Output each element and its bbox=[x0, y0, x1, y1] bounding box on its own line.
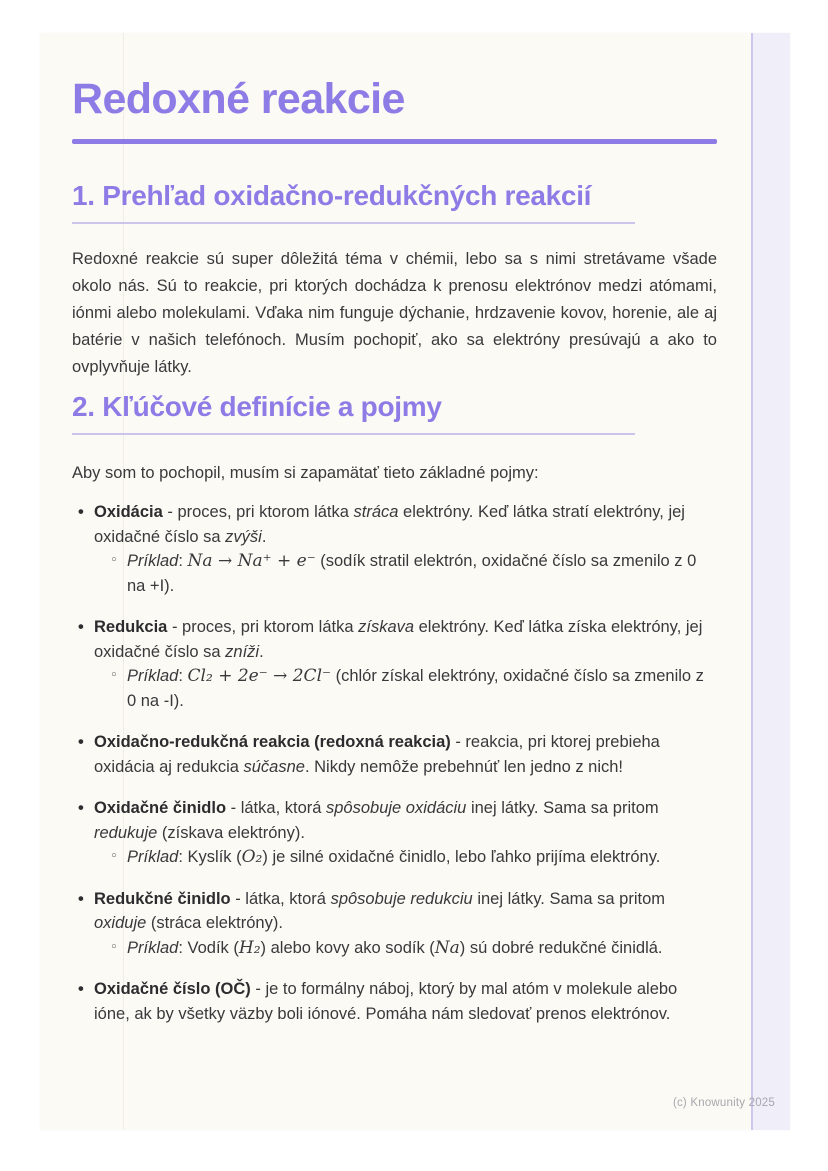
section-2-heading: 2. Kľúčové definície a pojmy bbox=[72, 391, 442, 422]
page-margin-strip bbox=[751, 33, 790, 1130]
text-run: . bbox=[259, 642, 264, 661]
example-item bbox=[94, 664, 717, 713]
text-run: - proces, pri ktorom látka bbox=[162, 503, 354, 521]
section-2-underline bbox=[72, 433, 635, 435]
emphasis-italic: zvýši bbox=[225, 527, 262, 546]
text-run: ) je silné oxidačné činidlo, lebo ľahko prijíma elektróny. bbox=[262, 848, 661, 866]
emphasis-italic: Príklad bbox=[127, 552, 179, 570]
text-run: : Vodík ( bbox=[178, 938, 239, 957]
term-bold: Oxidácia bbox=[94, 503, 163, 521]
text-run: - reakcia, pri ktorej prebieha oxidácia aj redukcia bbox=[94, 733, 660, 776]
text-run: : bbox=[178, 667, 188, 685]
section-1-heading: 1. Prehľad oxidačno-redukčných reakcií bbox=[72, 180, 592, 211]
emphasis-italic: Príklad bbox=[127, 938, 179, 957]
emphasis-italic: redukuje bbox=[94, 823, 158, 842]
text-run: ) sú dobré redukčné činidlá. bbox=[459, 938, 663, 957]
text-run: : Kyslík ( bbox=[178, 848, 242, 866]
chemical-formula: Na bbox=[434, 937, 460, 958]
emphasis-italic: oxiduje bbox=[94, 914, 147, 932]
emphasis-italic: stráca bbox=[353, 503, 399, 521]
definition-item bbox=[72, 500, 717, 598]
section-1-paragraph: Redoxné reakcie sú super dôležitá téma v chémii, lebo sa s nimi stretávame všade okolo nás. Sú to reakcie, pri ktorých dochádza k prenosu elektrónov medzi atómami, iónmi alebo molekulami. Vďaka nim funguje dýchanie, hrdzavenie kovov, horenie, ale aj batérie v našich telefónoch. Musím pochopiť, ako sa elektróny presúvajú a ako to ovplyvňuje látky. bbox=[72, 250, 717, 376]
copyright-footer: (c) Knowunity 2025 bbox=[672, 1097, 775, 1109]
emphasis-italic: spôsobuje oxidáciu bbox=[326, 799, 467, 817]
text-run: (chlór získal elektróny, oxidačné číslo sa zmenilo z 0 na -I). bbox=[127, 667, 704, 710]
section-overview bbox=[72, 180, 717, 381]
definition-item bbox=[72, 977, 717, 1026]
text-run: - je to formálny náboj, ktorý by mal atóm v molekule alebo ióne, ak by všetky väzby boli iónové. Pomáha nám sledovať prenos elektrónov. bbox=[94, 980, 678, 1023]
section-1-underline bbox=[72, 222, 635, 224]
emphasis-italic: zníži bbox=[225, 642, 260, 661]
page-content bbox=[72, 33, 717, 1043]
text-run: : bbox=[178, 552, 188, 570]
text-run: - proces, pri ktorom látka bbox=[167, 618, 359, 636]
definition-item bbox=[72, 887, 717, 961]
emphasis-italic: získava bbox=[358, 618, 415, 636]
example-sublist bbox=[94, 664, 717, 713]
chemical-formula: O₂ bbox=[241, 847, 263, 867]
example-item bbox=[94, 549, 717, 598]
definition-item bbox=[72, 730, 717, 779]
term-bold: Oxidačné číslo (OČ) bbox=[94, 980, 251, 998]
title-divider bbox=[72, 139, 717, 144]
text-run: (získava elektróny). bbox=[157, 823, 305, 842]
chemical-formula: H₂ bbox=[238, 937, 261, 958]
emphasis-italic: spôsobuje redukciu bbox=[330, 889, 473, 908]
text-run: elektróny. Keď látka získa elektróny, jej oxidačné číslo sa bbox=[94, 618, 703, 661]
section-2-intro: Aby som to pochopil, musím si zapamätať tieto základné pojmy: bbox=[72, 464, 539, 482]
term-bold: Oxidačno-redukčná reakcia (redoxná reakcia) bbox=[94, 733, 451, 751]
text-run: (stráca elektróny). bbox=[146, 914, 283, 932]
emphasis-italic: Príklad bbox=[127, 848, 179, 866]
example-sublist bbox=[94, 845, 717, 870]
document-page bbox=[40, 33, 790, 1130]
section-definitions bbox=[72, 391, 717, 1026]
text-run: . Nikdy nemôže prebehnúť len jedno z nich! bbox=[304, 757, 624, 776]
text-run: inej látky. Sama sa pritom bbox=[466, 799, 659, 817]
text-run: ) alebo kovy ako sodík ( bbox=[260, 938, 435, 957]
term-bold: Redukčné činidlo bbox=[94, 889, 231, 908]
definition-item bbox=[72, 796, 717, 870]
emphasis-italic: súčasne bbox=[243, 757, 305, 776]
example-sublist bbox=[94, 549, 717, 598]
definitions-list bbox=[72, 500, 717, 1026]
chemical-formula: Na → Na⁺ + e⁻ bbox=[187, 551, 316, 571]
text-run: elektróny. Keď látka stratí elektróny, jej oxidačné číslo sa bbox=[94, 503, 685, 546]
chemical-formula: Cl₂ + 2e⁻ → 2Cl⁻ bbox=[187, 666, 331, 686]
emphasis-italic: Príklad bbox=[127, 667, 179, 685]
text-run: - látka, ktorá bbox=[230, 889, 331, 908]
term-bold: Redukcia bbox=[94, 618, 168, 636]
example-sublist bbox=[94, 936, 717, 961]
definition-item bbox=[72, 615, 717, 713]
text-run: inej látky. Sama sa pritom bbox=[472, 889, 666, 908]
text-run: . bbox=[261, 527, 267, 546]
page-title: Redoxné reakcie bbox=[72, 75, 405, 123]
text-run: (sodík stratil elektrón, oxidačné číslo sa zmenilo z 0 na +I). bbox=[127, 552, 697, 595]
example-item bbox=[94, 936, 717, 961]
text-run: - látka, ktorá bbox=[226, 799, 326, 817]
example-item bbox=[94, 845, 717, 870]
term-bold: Oxidačné činidlo bbox=[94, 799, 227, 817]
